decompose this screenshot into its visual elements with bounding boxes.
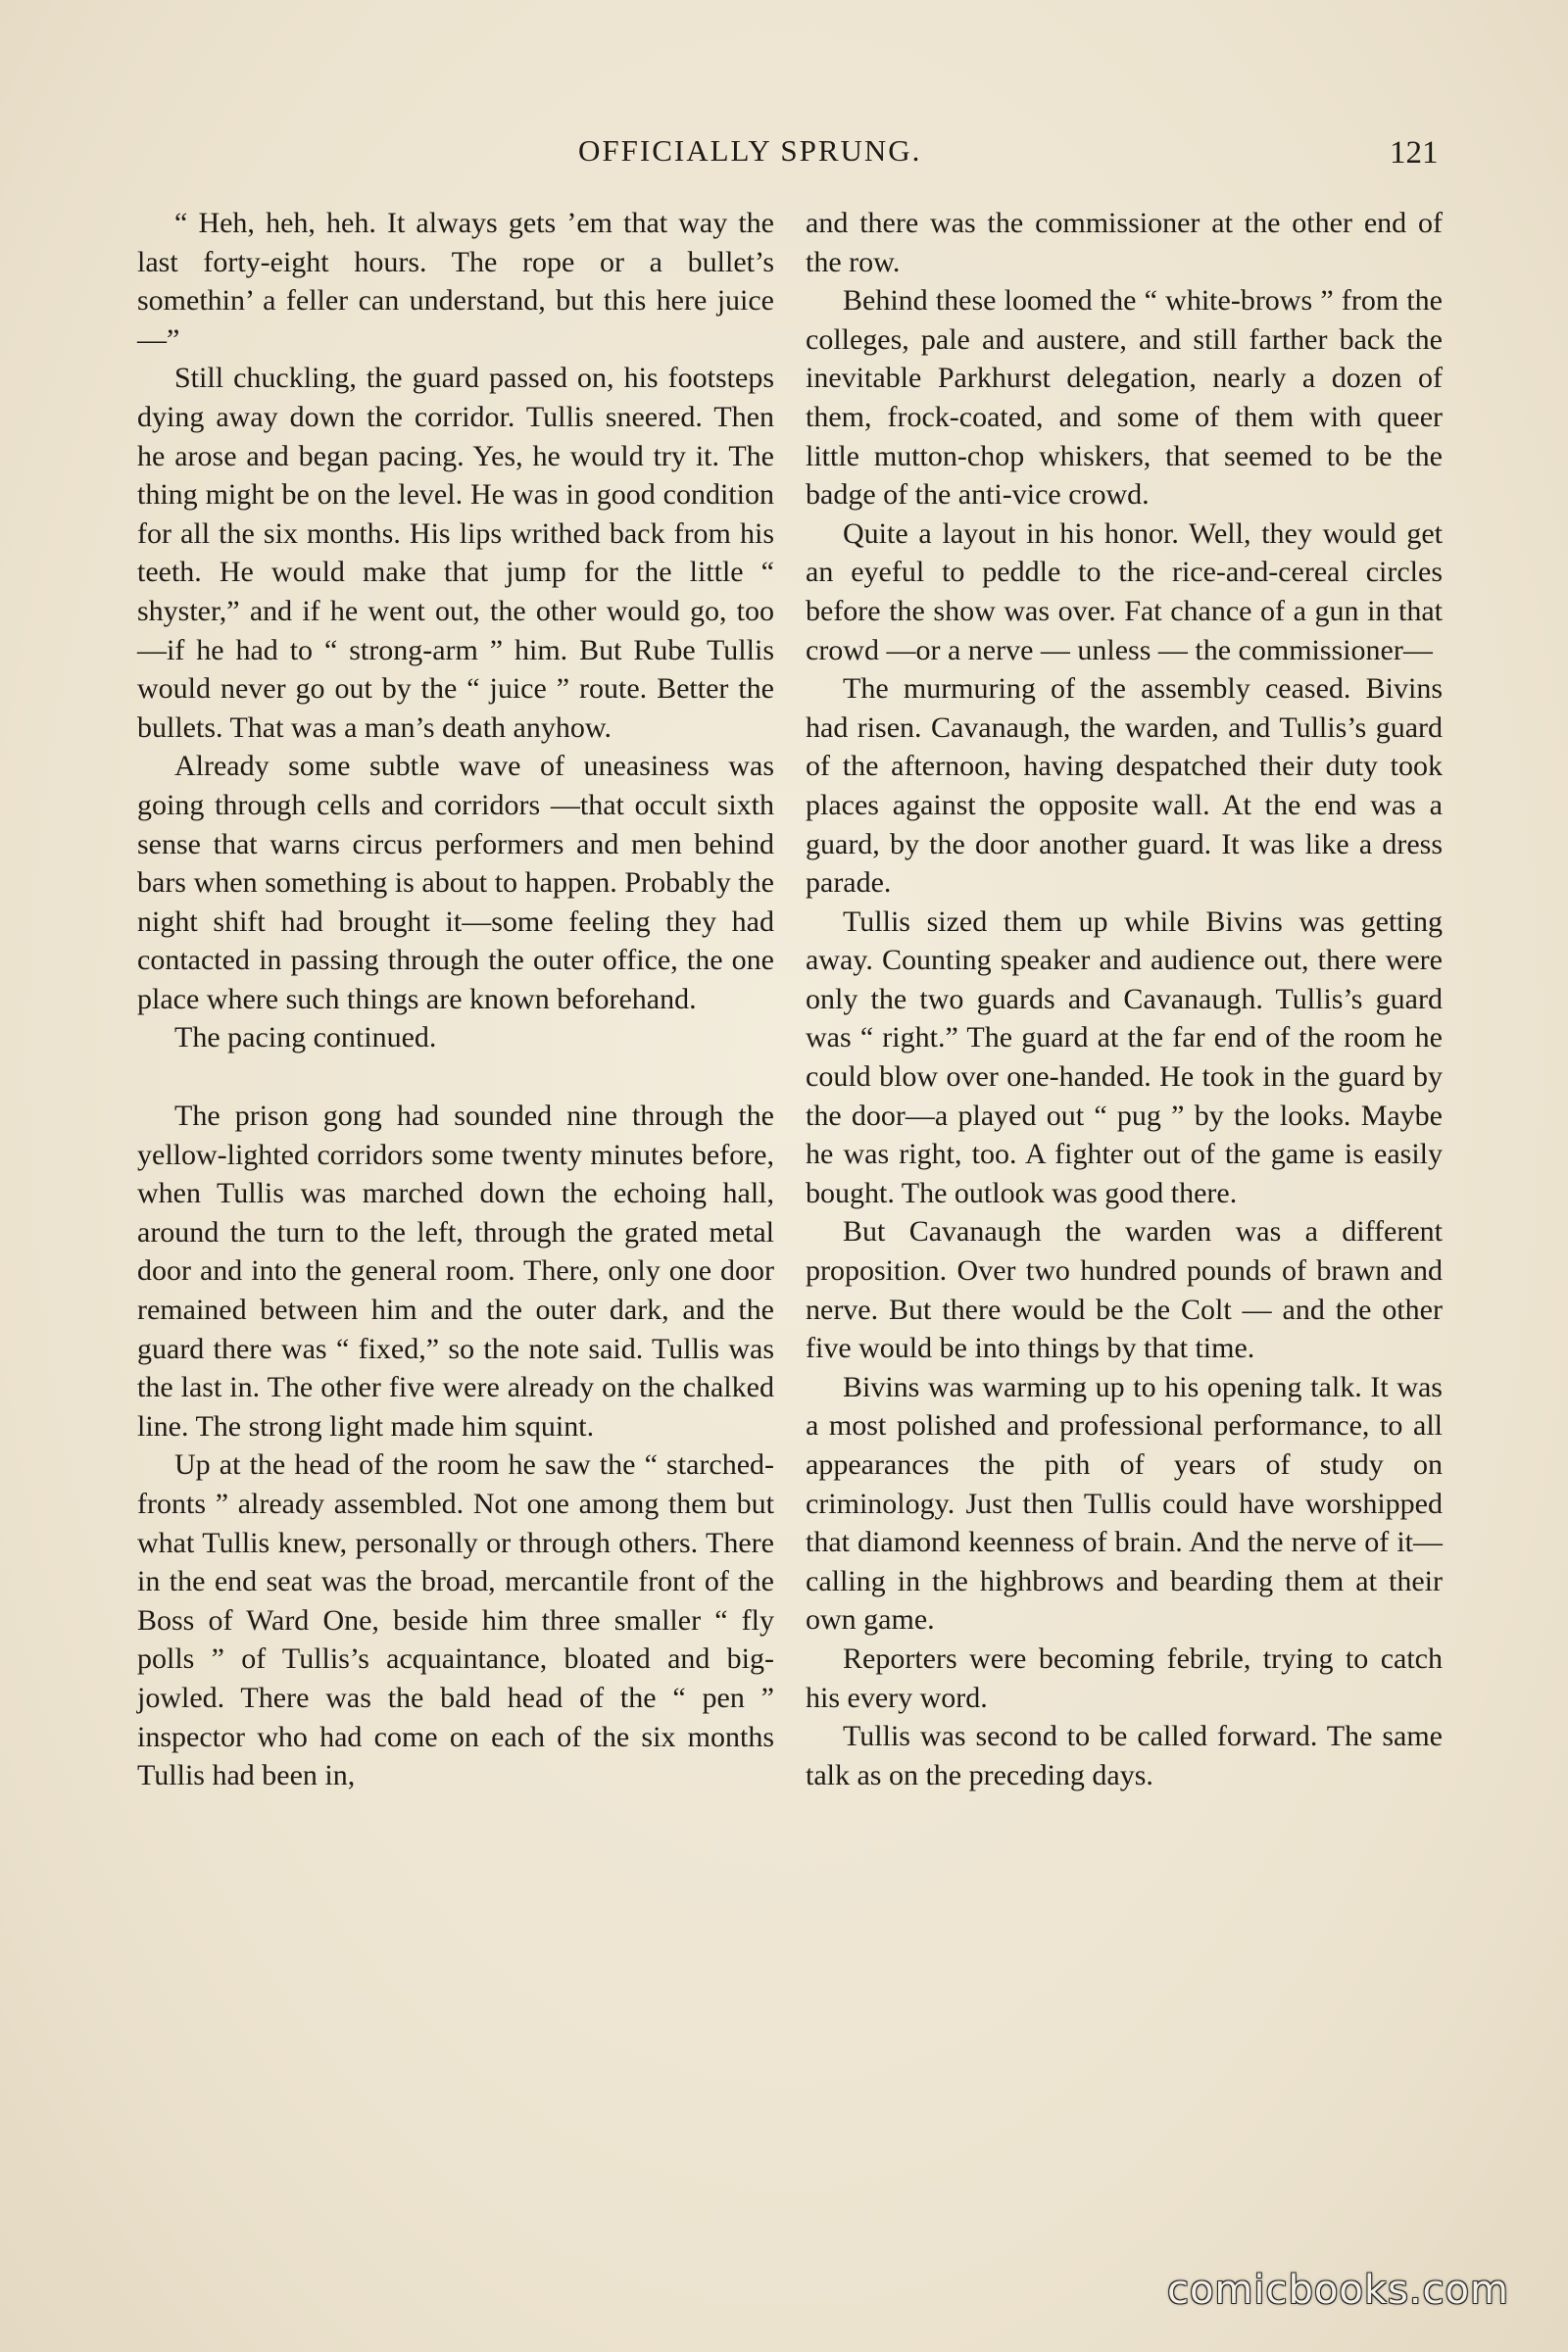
right-column [806,204,1443,1794]
paragraph: Bivins was warming up to his opening talk. It was a most polished and professional performance, to all appearances the pith of years of study on criminology. Just then Tullis could have worshipped that diamond keenness of brain. And the nerve of it—calling in the highbrows and bearding them at their own game. [806,1370,1443,1637]
paragraph: and there was the commissioner at the other end of the row. [806,207,1443,278]
paragraph: The prison gong had sounded nine through the yellow-lighted corridors some twenty minutes before, when Tullis was marched down the echoing hall, around the turn to the left, through the grated metal door and into the general room. There, only one door remained between him and the outer dark, and the guard there was “ fixed,” so the note said. Tullis was the last in. The other five were already on the chalked line. The strong light made him squint. [137,1100,774,1443]
paragraph: The murmuring of the assembly ceased. Bivins had risen. Cavanaugh, the warden, and Tullis’s guard of the afternoon, having despatched their duty took places against the opposite wall. At the end was a guard, by the door another guard. It was like a dress parade. [806,672,1443,900]
page-number: 121 [1390,135,1439,171]
left-column [137,204,774,1795]
paragraph: Behind these loomed the “ white-brows ” from the colleges, pale and austere, and still farther back the inevitable Parkhurst delegation, nearly a dozen of them, frock-coated, and some of them with queer little mutton-chop whiskers, that seemed to be the badge of the anti-vice crowd. [806,284,1443,512]
running-title: OFFICIALLY SPRUNG. [578,133,922,168]
section-break [137,1057,774,1097]
paragraph: Up at the head of the room he saw the “ starched-fronts ” already assembled. Not one among them but what Tullis knew, personally or through others. There in the end seat was the broad, mercantile front of the Boss of Ward One, beside him three smaller “ fly polls ” of Tullis’s acquaintance, bloated and big-jowled. There was the bald head of the “ pen ” inspector who had come on each of the six months Tullis had been in, [137,1448,774,1792]
paragraph: “ Heh, heh, heh. It always gets ’em that way the last forty-eight hours. The rope or a bullet’s somethin’ a feller can understand, but this here juice—” [137,207,774,356]
paragraph: But Cavanaugh the warden was a different proposition. Over two hundred pounds of brawn and nerve. But there would be the Colt — and the other five would be into things by that time. [806,1215,1443,1365]
watermark-logo: comicbooks.com [1166,2268,1509,2313]
paragraph: The pacing continued. [174,1021,437,1054]
paragraph: Tullis was second to be called forward. The same talk as on the preceding days. [806,1720,1443,1791]
paragraph: Tullis sized them up while Bivins was getting away. Counting speaker and audience out, there were only the two guards and Cavanaugh. Tullis’s guard was “ right.” The guard at the far end of the room he could blow over one-handed. He took in the guard by the door—a played out “ pug ” by the looks. Maybe he was right, too. A fighter out of the game is easily bought. The outlook was good there. [806,905,1443,1209]
paragraph: Already some subtle wave of uneasiness was going through cells and corridors —that occult sixth sense that warns circus performers and men behind bars when something is about to happen. Probably the night shift had brought it—some feeling they had contacted in passing through the outer office, the one place where such things are known beforehand. [137,750,774,1015]
paragraph: Quite a layout in his honor. Well, they would get an eyeful to peddle to the rice-and-cereal circles before the show was over. Fat chance of a gun in that crowd —or a nerve — unless — the commissioner— [806,516,1443,666]
running-head [0,133,1568,182]
paragraph: Still chuckling, the guard passed on, his footsteps dying away down the corridor. Tullis sneered. Then he arose and began pacing. Yes, he would try it. The thing might be on the level. He was in good condition for all the six months. His lips writhed back from his teeth. He would make that jump for the little “ shyster,” and if he went out, the other would go, too—if he had to “ strong-arm ” him. But Rube Tullis would never go out by the “ juice ” route. Better the bullets. That was a man’s death anyhow. [137,362,774,744]
paragraph: Reporters were becoming febrile, trying to catch his every word. [806,1642,1443,1714]
